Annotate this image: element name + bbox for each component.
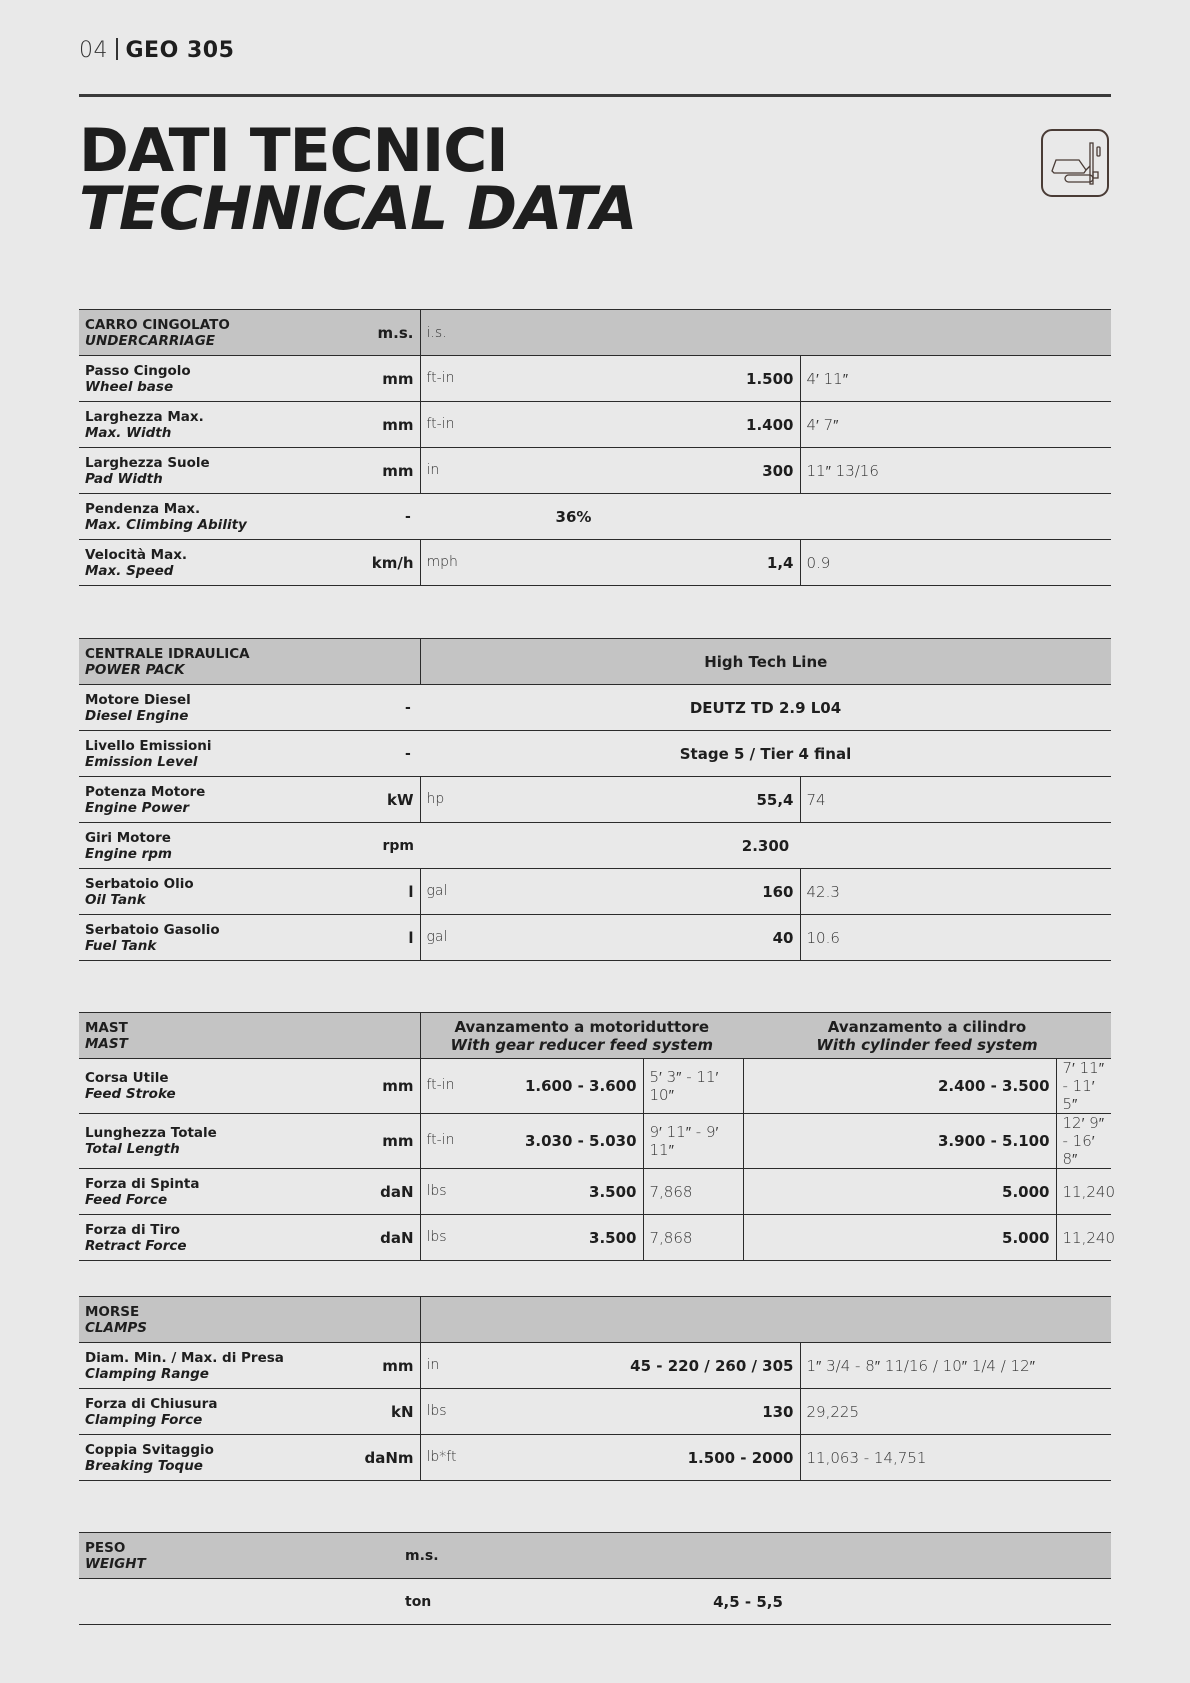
page-header: [79, 38, 234, 63]
table-row: [79, 1343, 1111, 1389]
title-italian: DATI TECNICI: [79, 116, 508, 186]
row-label: Pendenza Max. Max. Climbing Ability: [85, 500, 247, 533]
row-label: Larghezza Suole Pad Width: [85, 454, 210, 487]
cylinder-imperial-value: 12′ 9″ - 16′ 8″: [1056, 1114, 1111, 1169]
imperial-value: 74: [800, 777, 1111, 823]
metric-unit: mm: [382, 1077, 414, 1095]
metric-value: 130: [762, 1402, 794, 1421]
row-label: Passo Cingolo Wheel base: [85, 362, 191, 395]
imperial-unit: ft-in: [426, 415, 455, 432]
table-row: [79, 356, 1111, 402]
row-label: Larghezza Max. Max. Width: [85, 408, 204, 441]
row-label: Forza di Tiro Retract Force: [85, 1221, 187, 1254]
metric-value: mph 1,4: [420, 540, 800, 586]
table-row: [79, 1215, 1111, 1261]
cylinder-metric-value: 5.000: [743, 1169, 1056, 1215]
table-row: [79, 1169, 1111, 1215]
metric-unit: l: [408, 928, 414, 947]
imperial-unit: ft-in: [426, 1077, 455, 1093]
mast-table: [79, 1012, 1115, 1261]
imperial-unit: gal: [426, 928, 448, 945]
gear-imperial-value: 7,868: [643, 1169, 743, 1215]
cylinder-metric-value: 2.400 - 3.500: [743, 1059, 1056, 1114]
undercarriage-table: [79, 309, 1111, 586]
imperial-unit: gal: [426, 882, 448, 899]
model-name: GEO 305: [125, 38, 235, 63]
metric-unit: daN: [380, 1182, 414, 1201]
row-label: Motore Diesel Diesel Engine: [85, 691, 191, 724]
metric-value: in 300: [420, 448, 800, 494]
metric-unit: mm: [382, 1132, 414, 1150]
power-pack-table: [79, 638, 1111, 961]
unit-label: ton: [399, 1579, 499, 1625]
table-row: [79, 540, 1111, 586]
metric-unit: mm: [382, 461, 414, 480]
imperial-unit: lbs: [426, 1402, 447, 1419]
cylinder-imperial-value: 11,240: [1056, 1215, 1111, 1261]
imperial-value: 4′ 11″: [800, 356, 1111, 402]
centered-value: DEUTZ TD 2.9 L04: [420, 685, 1111, 731]
metric-unit: mm: [382, 1356, 414, 1375]
table-header: [79, 1297, 1111, 1343]
unit-dash: -: [405, 508, 411, 525]
gear-metric-value: 3.500: [589, 1182, 637, 1201]
cylinder-imperial-value: 7′ 11″ - 11′ 5″: [1056, 1059, 1111, 1114]
row-label: Serbatoio Olio Oil Tank: [85, 875, 194, 908]
weight-value: 4,5 - 5,5: [499, 1579, 1111, 1625]
imperial-value: 11″ 13/16: [800, 448, 1111, 494]
table-header: [79, 310, 1111, 356]
table-row: [79, 869, 1111, 915]
clamps-table: [79, 1296, 1111, 1481]
metric-unit: daNm: [364, 1448, 414, 1467]
cylinder-imperial-value: 11,240: [1056, 1169, 1111, 1215]
table-row: [79, 777, 1111, 823]
table-header: [79, 1013, 1111, 1059]
centered-value: Stage 5 / Tier 4 final: [420, 731, 1111, 777]
imperial-value: 1″ 3/4 - 8″ 11/16 / 10″ 1/4 / 12″: [800, 1343, 1111, 1389]
gear-imperial-value: 5′ 3″ - 11′ 10″: [643, 1059, 743, 1114]
table-row: [79, 494, 1111, 540]
table-row: [79, 448, 1111, 494]
section-title: PESO WEIGHT: [85, 1539, 146, 1572]
table-row: [79, 915, 1111, 961]
table-row: [79, 1435, 1111, 1481]
gear-imperial-value: 9′ 11″ - 9′ 11″: [643, 1114, 743, 1169]
header-divider: [116, 38, 118, 60]
gear-metric-value: 1.600 - 3.600: [524, 1077, 637, 1095]
imperial-unit: in: [426, 461, 440, 478]
table-row: [79, 731, 1111, 777]
imperial-unit: mph: [426, 553, 458, 570]
section-title: CARRO CINGOLATO UNDERCARRIAGE: [85, 316, 230, 349]
metric-value: ft-in 1.500: [420, 356, 800, 402]
metric-value: 1.500 - 2000: [687, 1448, 794, 1467]
centered-value: 36%: [420, 494, 1111, 540]
imperial-unit: lbs: [426, 1182, 447, 1199]
unit-dash: -: [405, 699, 411, 716]
page-title: [79, 116, 637, 244]
row-label: Potenza Motore Engine Power: [85, 783, 206, 816]
gear-metric-value: 3.500: [589, 1228, 637, 1247]
imperial-system-label: i.s.: [420, 310, 1111, 356]
header-rule: [79, 94, 1111, 97]
row-label: Giri Motore Engine rpm: [85, 829, 172, 862]
row-label: Forza di Spinta Feed Force: [85, 1175, 200, 1208]
imperial-value: 4′ 7″: [800, 402, 1111, 448]
row-label: Coppia Svitaggio Breaking Toque: [85, 1441, 214, 1474]
table-row: [79, 1389, 1111, 1435]
section-title: CENTRALE IDRAULICA POWER PACK: [85, 645, 250, 678]
metric-value: gal 160: [420, 869, 800, 915]
column-header-gear: Avanzamento a motoriduttore With gear reducer feed system: [420, 1013, 743, 1059]
metric-unit: mm: [382, 369, 414, 388]
imperial-value: 42.3: [800, 869, 1111, 915]
table-row: [79, 823, 1111, 869]
title-english: TECHNICAL DATA: [79, 174, 637, 244]
drilling-rig-icon: [1041, 129, 1109, 197]
metric-unit: mm: [382, 415, 414, 434]
table-header: [79, 639, 1111, 685]
cylinder-metric-value: 3.900 - 5.100: [743, 1114, 1056, 1169]
imperial-value: 0.9: [800, 540, 1111, 586]
section-title: MORSE CLAMPS: [85, 1303, 148, 1336]
metric-value: 45 - 220 / 260 / 305: [630, 1356, 794, 1375]
imperial-unit: lbs: [426, 1228, 447, 1245]
metric-unit: l: [408, 882, 414, 901]
row-label: Velocità Max. Max. Speed: [85, 546, 188, 579]
imperial-unit: ft-in: [426, 1132, 455, 1148]
imperial-value: 11,063 - 14,751: [800, 1435, 1111, 1481]
table-row: [79, 1579, 1111, 1625]
table-row: [79, 1114, 1111, 1169]
imperial-unit: in: [426, 1356, 440, 1373]
metric-unit: kW: [386, 790, 414, 809]
imperial-unit: ft-in: [426, 369, 455, 386]
metric-unit: km/h: [371, 553, 414, 572]
metric-value: gal 40: [420, 915, 800, 961]
gear-imperial-value: 7,868: [643, 1215, 743, 1261]
metric-unit: daN: [380, 1228, 414, 1247]
table-header: [79, 1533, 1111, 1579]
row-label: Serbatoio Gasolio Fuel Tank: [85, 921, 220, 954]
table-row: [79, 402, 1111, 448]
row-label: Lunghezza Totale Total Length: [85, 1125, 217, 1157]
imperial-unit: lb*ft: [426, 1448, 457, 1465]
row-label: Forza di Chiusura Clamping Force: [85, 1395, 218, 1428]
column-header: High Tech Line: [420, 639, 1111, 685]
metric-unit: kN: [390, 1402, 414, 1421]
column-header-cylinder: Avanzamento a cilindro With cylinder feed system: [743, 1013, 1111, 1059]
table-row: [79, 685, 1111, 731]
metric-system-label: m.s.: [399, 1533, 499, 1579]
row-label: Corsa Utile Feed Stroke: [85, 1070, 176, 1102]
unit-label: rpm: [382, 837, 414, 854]
section-title: MAST MAST: [85, 1019, 128, 1052]
cylinder-metric-value: 5.000: [743, 1215, 1056, 1261]
table-row: [79, 1059, 1111, 1114]
row-label: Diam. Min. / Max. di Presa Clamping Range: [85, 1349, 284, 1382]
row-label: Livello Emissioni Emission Level: [85, 737, 212, 770]
imperial-value: 10.6: [800, 915, 1111, 961]
imperial-unit: hp: [426, 790, 445, 807]
metric-system-label: m.s.: [377, 323, 414, 342]
metric-value: ft-in 1.400: [420, 402, 800, 448]
weight-table: [79, 1532, 1111, 1625]
centered-value: 2.300: [420, 823, 1111, 869]
page-number: 04: [79, 38, 108, 63]
unit-dash: -: [405, 745, 411, 762]
imperial-value: 29,225: [800, 1389, 1111, 1435]
metric-value: hp 55,4: [420, 777, 800, 823]
gear-metric-value: 3.030 - 5.030: [524, 1132, 637, 1150]
